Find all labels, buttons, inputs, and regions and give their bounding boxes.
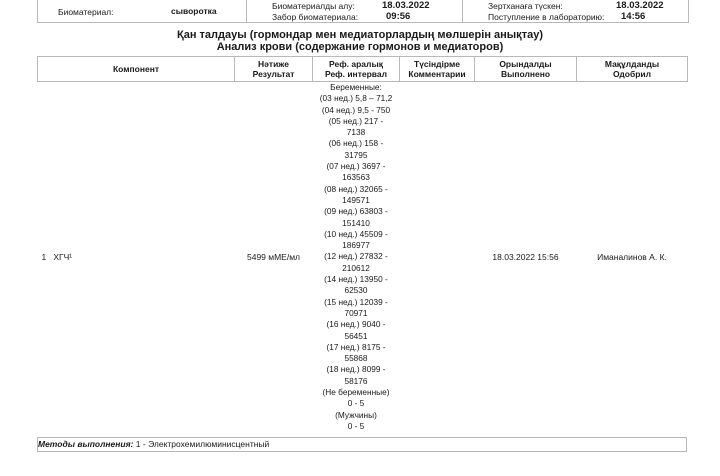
reference-line: 210612 [342,262,370,273]
reference-line: (04 нед.) 9,5 - 750 [321,104,391,115]
reference-cell [313,82,400,433]
approved-cell: Иманалинов А. К. [597,252,667,263]
header-divider [246,0,247,22]
reference-line: 70971 [344,307,368,318]
result-cell: 5499 мМЕ/мл [246,252,301,263]
reference-line: (Мужчины) [335,409,377,420]
comment-cell [400,82,475,433]
reference-line: 31795 [344,149,368,160]
collect-time: 09:56 [386,11,411,22]
table-row [38,82,688,433]
specimen-header [0,0,720,24]
col-header-comment: Түсіндірме Комментарии [400,57,475,82]
performed-cell: 18.03.2022 15:56 [492,252,559,263]
reference-line: (09 нед.) 63803 - [324,206,388,217]
reference-line: (17 нед.) 8175 - [326,341,386,352]
reference-line: 151410 [342,217,370,228]
reference-line: (Не беременные) [322,387,390,398]
methods-footer [37,437,687,452]
reference-line: (03 нед.) 5,8 – 71,2 [319,93,393,104]
reference-line: 58176 [344,375,368,386]
header-divider [462,0,463,22]
component-cell [38,82,235,433]
reference-line: (14 нед.) 13950 - [324,274,388,285]
methods-value: 1 - Электрохемилюминисцентный [133,439,270,449]
results-table [37,56,688,432]
col-header-reference: Реф. аралық Реф. интервал [313,57,400,82]
reference-line: 149571 [342,194,370,205]
row-number: 1 [41,252,47,263]
col-header-performed: Орындалды Выполнено [475,57,577,82]
lab-date: 18.03.2022 [616,0,664,11]
reference-line: 55868 [344,353,368,364]
reference-line: (15 нед.) 12039 - [324,296,388,307]
reference-line: (08 нед.) 32065 - [324,183,388,194]
reference-line: 7138 [346,127,366,138]
lab-label-kz: Зертханаға түскен: [488,1,563,11]
methods-label: Методы выполнения: [38,439,134,449]
reference-line: (12 нед.) 27832 - [324,251,388,262]
collect-date: 18.03.2022 [382,0,430,11]
biomaterial-value: сыворотка [171,6,217,16]
reference-line: 186977 [342,240,370,251]
report-title-kz: Қан талдауы (гормондар мен медиаторлардың мөлшерін анықтау) [177,29,543,41]
col-header-component: Компонент [38,57,235,82]
reference-line: (18 нед.) 8099 - [326,364,386,375]
lab-label-ru: Поступление в лабораторию: [488,12,605,22]
reference-line: 0 - 5 [347,420,365,431]
table-header-row [38,57,688,82]
reference-line: 0 - 5 [347,398,365,409]
reference-line: 163563 [342,172,370,183]
reference-interval-list [313,82,400,432]
reference-line: (10 нед.) 45509 - [324,228,388,239]
report-title-ru: Анализ крови (содержание гормонов и медиаторов) [216,41,504,53]
col-header-approved: Мақұлданды Одобрил [577,57,688,82]
reference-line: (16 нед.) 9040 - [326,319,386,330]
lab-time: 14:56 [621,11,646,22]
reference-line: (06 нед.) 158 - [328,138,384,149]
reference-line: Беременные: [330,82,382,92]
col-header-result: Нәтиже Результат [235,57,313,82]
component-name: ХГЧ¹ [53,252,73,263]
collect-label-ru: Забор биоматериала: [272,12,359,22]
reference-line: 56451 [344,330,368,341]
reference-line: (07 нед.) 3697 - [326,161,386,172]
reference-line: (05 нед.) 217 - [328,115,384,126]
reference-line: 62530 [344,285,368,296]
biomaterial-label: Биоматериал: [58,7,114,17]
collect-label-kz: Биоматериалды алу: [272,1,355,11]
